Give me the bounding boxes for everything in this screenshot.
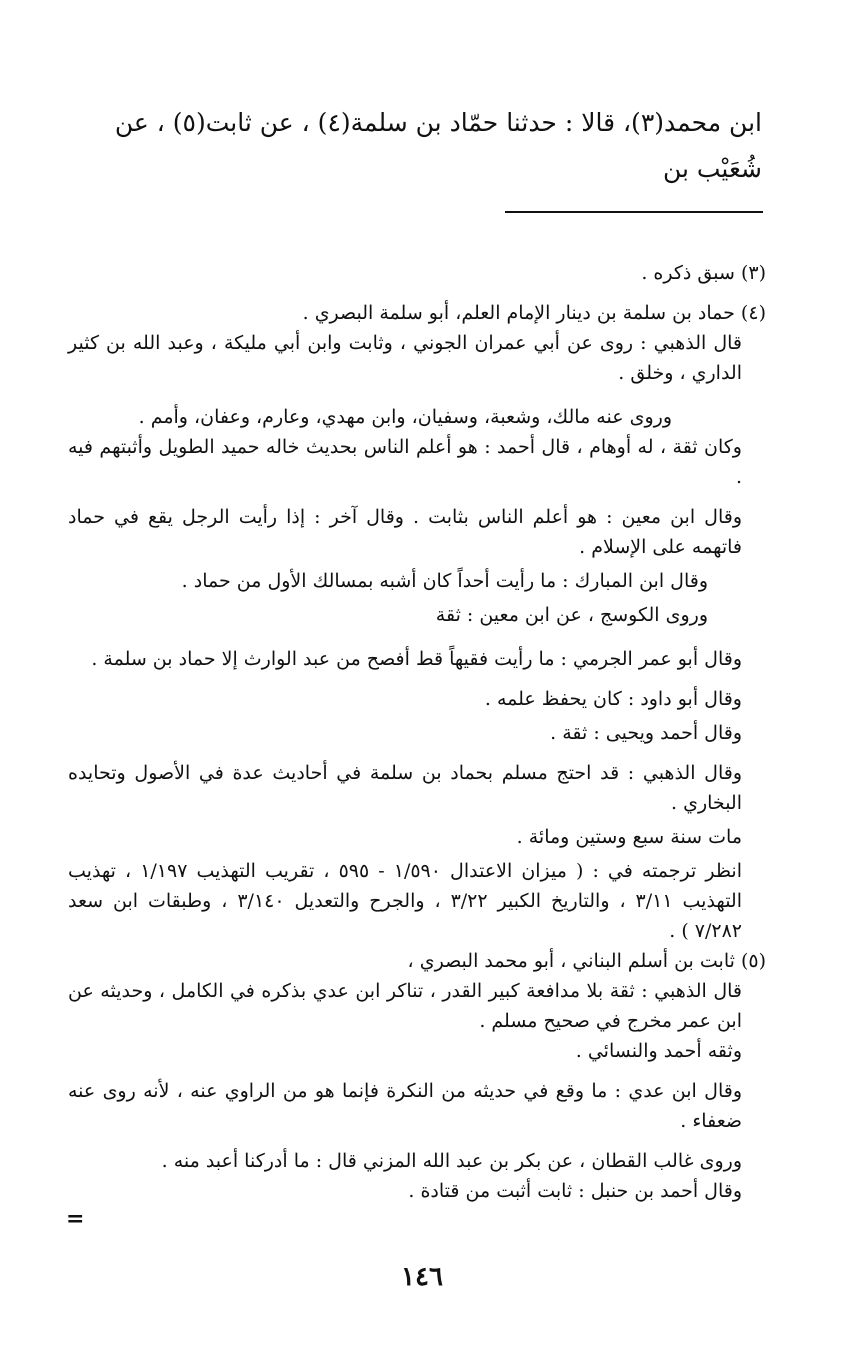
footnote-4-paragraph: وقال ابن المبارك : ما رأيت أحداً كان أشبه بمسالك الأول من حماد . (181, 570, 708, 592)
footnotes-section (68, 258, 766, 1206)
footnote-3: (٣) سبق ذكره . (641, 262, 766, 284)
footnote-5-paragraph: وقال ابن عدي : ما وقع في حديثه من النكرة فإنما هو من الراوي عنه ، لأنه روى عنه ضعفاء . (68, 1080, 742, 1132)
footnote-separator-rule (505, 211, 763, 213)
footnote-4-paragraph: وقال أحمد ويحيى : ثقة . (550, 722, 742, 744)
footnote-4-paragraph: مات سنة سبع وستين ومائة . (516, 826, 742, 848)
footnote-4-paragraph: وقال الذهبي : قد احتج مسلم بحماد بن سلمة في أحاديث عدة في الأصول وتحايده البخاري . (68, 762, 742, 814)
footnote-4-references: انظر ترجمته في : ( ميزان الاعتدال ١/٥٩٠ - ٥٩٥ ، تقريب التهذيب ١/١٩٧ ، تهذيب التهذيب ٣/١١ ، والتاريخ الكبير ٣/٢٢ ، والجرح والتعديل ٣/١٤٠ ، وطبقات ابن سعد ٧/٢٨٢ ) . (68, 860, 742, 942)
footnote-4-paragraph: وكان ثقة ، له أوهام ، قال أحمد : هو أعلم الناس بحديث خاله حميد الطويل وأثبتهم فيه . (68, 436, 742, 488)
main-text (62, 100, 762, 192)
footnote-4-paragraph: وقال ابن معين : هو أعلم الناس بثابت . وقال آخر : إذا رأيت الرجل يقع في حماد فاتهمه على الإسلام . (68, 506, 742, 558)
footnote-4-paragraph: وروى الكوسج ، عن ابن معين : ثقة (435, 604, 708, 626)
footnote-4-paragraph: وقال أبو عمر الجرمي : ما رأيت فقيهاً قط أفصح من عبد الوارث إلا حماد بن سلمة . (91, 648, 742, 670)
footnote-5-paragraph: وثقه أحمد والنسائي . (575, 1040, 742, 1062)
footnote-4-paragraph: وروى عنه مالك، وشعبة، وسفيان، وابن مهدي، وعارم، وعفان، وأمم . (138, 406, 672, 428)
page-number: ١٤٦ (401, 1262, 443, 1292)
footnote-4-paragraph: قال الذهبي : روى عن أبي عمران الجوني ، وثابت وابن أبي مليكة ، وعبد الله بن كثير الداري ، وخلق . (68, 332, 742, 384)
footnote-5-paragraph: وقال أحمد بن حنبل : ثابت أثبت من قتادة . (408, 1180, 742, 1202)
main-text-line: ابن محمد(٣)، قالا : حدثنا حمّاد بن سلمة(٤) ، عن ثابت(٥) ، عن شُعَيْب بن (114, 108, 762, 183)
continuation-mark: = (66, 1206, 85, 1232)
footnote-4-title: (٤) حماد بن سلمة بن دينار الإمام العلم، أبو سلمة البصري . (302, 302, 766, 324)
footnote-5-paragraph: قال الذهبي : ثقة بلا مدافعة كبير القدر ، تناكر ابن عدي بذكره في الكامل ، وحديثه عن ابن عمر مخرج في صحيح مسلم . (68, 980, 742, 1032)
footnote-5-paragraph: وروى غالب القطان ، عن بكر بن عبد الله المزني قال : ما أدركنا أعبد منه . (161, 1150, 742, 1172)
footnote-4-paragraph: وقال أبو داود : كان يحفظ علمه . (484, 688, 742, 710)
footnote-5-title: (٥) ثابت بن أسلم البناني ، أبو محمد البصري ، (407, 950, 766, 972)
